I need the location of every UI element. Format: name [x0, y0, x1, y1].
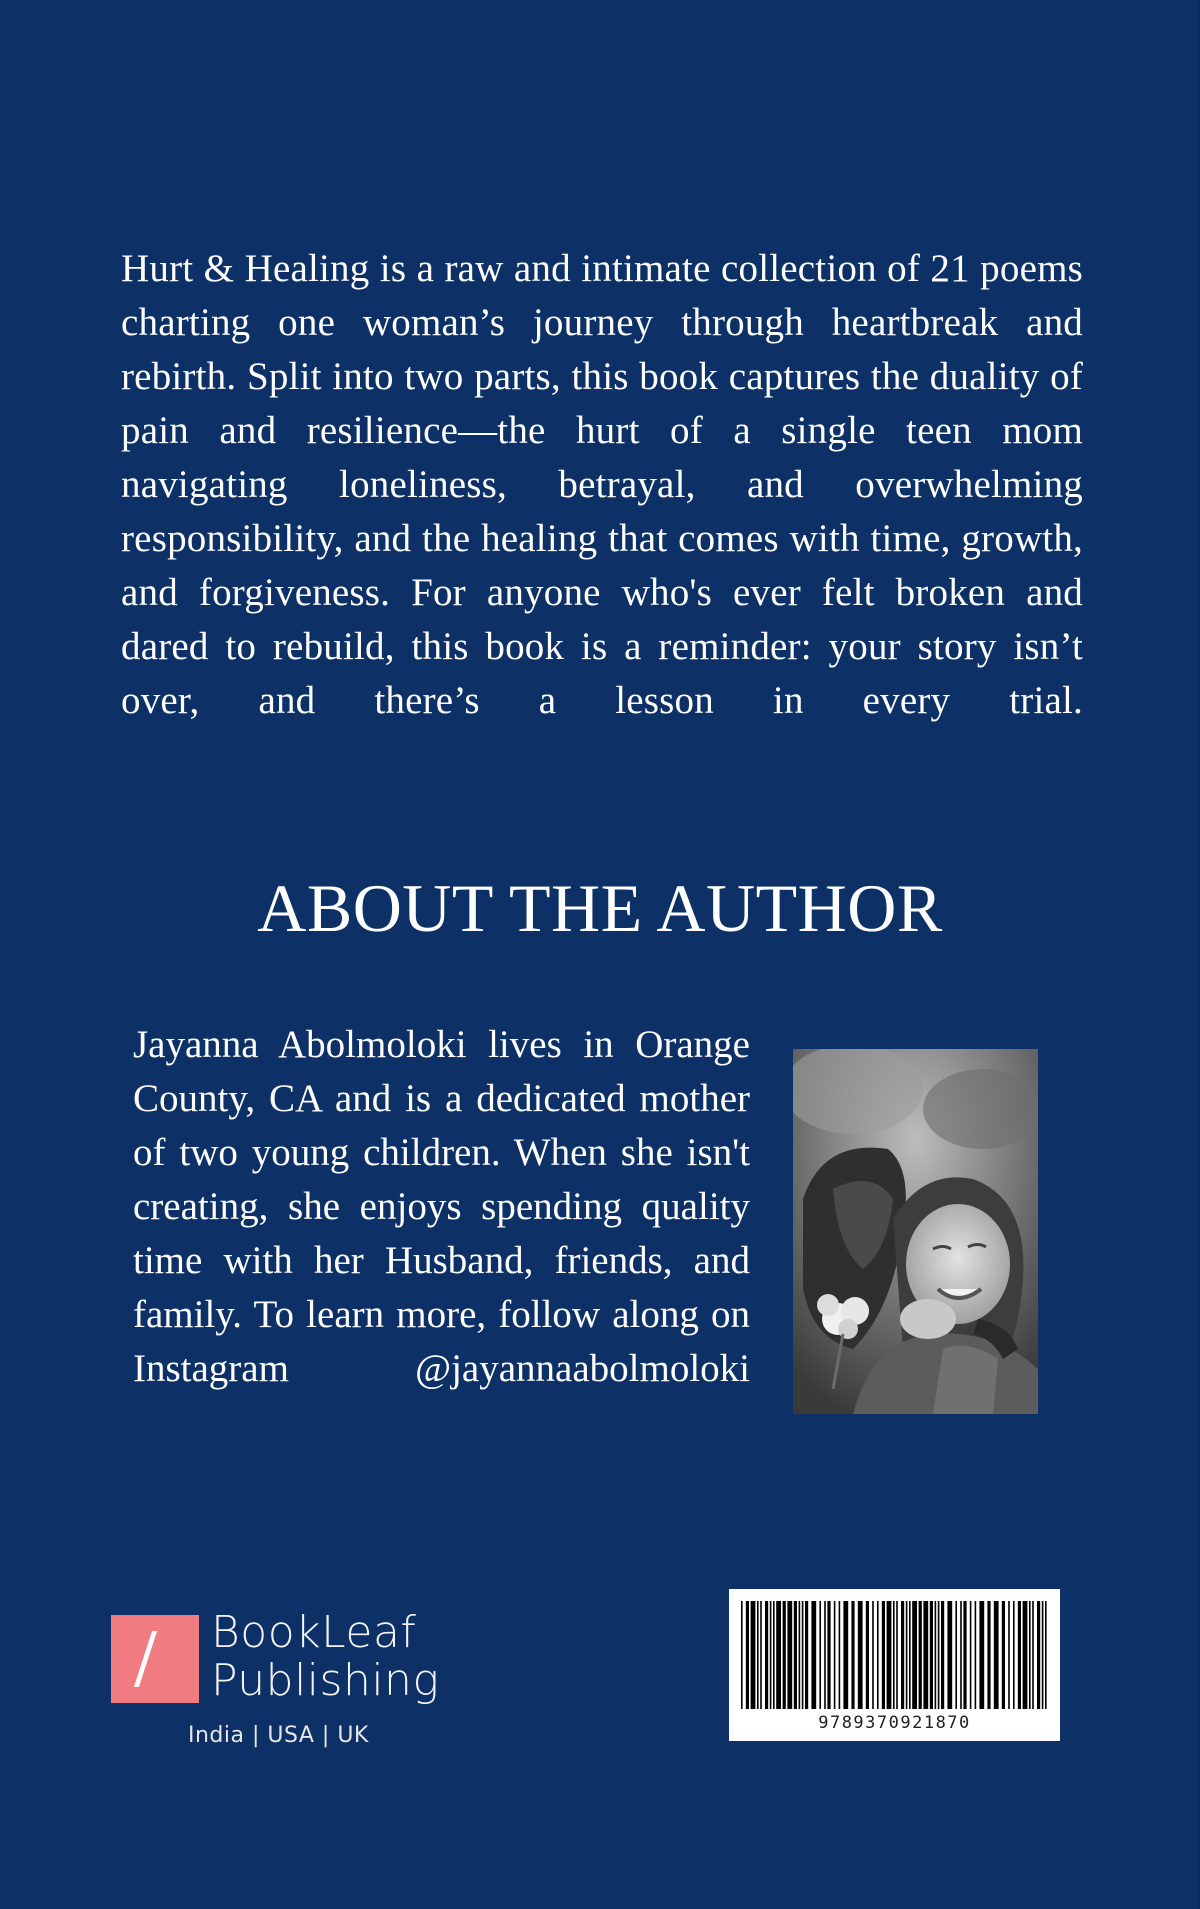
slash-logo-icon: [111, 1615, 199, 1703]
author-bio: Jayanna Abolmoloki lives in Orange County, CA and is a dedicated mother of two young children. When she isn't creating, she enjoys spending quality time with her Husband, friends, and family. To learn more, follow along on Instagram @jayannaabolmoloki: [133, 1023, 750, 1390]
isbn-barcode: [729, 1589, 1060, 1741]
publisher-name: [211, 1609, 439, 1705]
barcode-icon: [741, 1601, 1048, 1709]
publisher-logo: [111, 1607, 451, 1751]
about-the-author-heading: ABOUT THE AUTHOR: [257, 870, 943, 946]
author-photo-image: [793, 1049, 1038, 1414]
book-blurb: Hurt & Healing is a raw and intimate collection of 21 poems charting one woman’s journey through heartbreak and rebirth. Split into two parts, this book captures the duality of pain and resilience—the hurt of a single teen mom navigating loneliness, betrayal, and overwhelming responsibility, and the healing that comes with time, growth, and forgiveness. For anyone who's ever felt broken and dared to rebuild, this book is a reminder: your story isn’t over, and there’s a lesson in every trial.: [121, 247, 1083, 722]
publisher-name-line2: Publishing: [211, 1655, 440, 1706]
publisher-name-line1: BookLeaf: [211, 1607, 417, 1658]
isbn-number: 9789370921870: [818, 1713, 971, 1733]
author-photo: [793, 1049, 1038, 1414]
publisher-tagline: India | USA | UK: [188, 1723, 369, 1748]
